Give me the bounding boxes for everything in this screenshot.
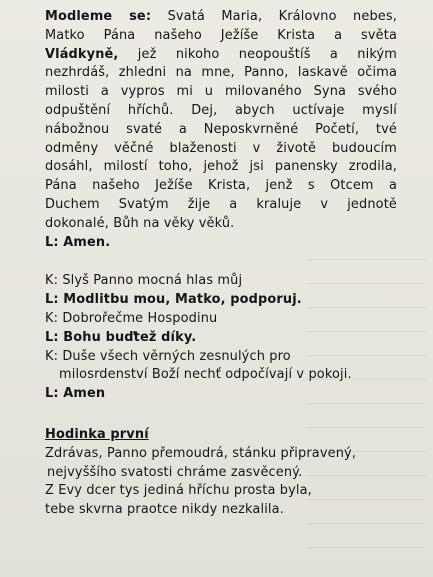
prayer-line-10: Pána našeho Ježíše Krista, jenž s Otcem a [45,178,397,194]
litany-call-2: K: Dobrořečme Hospodinu [45,310,218,326]
section-heading: Hodinka první [45,426,149,442]
prayer-line-9: dosáhl, milostí toho, jehož jsi panensky zrodila, [45,159,397,175]
prayer-line-4: nezhrdáš, zhledni na mne, Panno, laskavě očima [45,65,397,81]
hymn-line-1: Zdrávas, Panno přemoudrá, stánku připravený, [45,445,357,461]
litany-call-1: K: Slyš Panno mocná hlas můj [45,273,243,289]
hymn-line-2: nejvyššího svatosti chráme zasvěcený. [47,464,303,480]
prayer-line-3: Vládkyně, jež nikoho neopouštíš a nikým [45,46,397,62]
prayer-line-8: odměny věčné blaženosti v životě budoucím [45,140,397,156]
prayer-response: L: Amen. [45,234,111,250]
litany-response-1: L: Modlitbu mou, Matko, podporuj. [45,292,302,308]
litany-response-2: L: Bohu buďtež díky. [45,329,197,345]
page-text [45,8,397,520]
hymn-line-3: Z Evy dcer tys jediná hříchu prosta byla, [45,483,312,499]
litany-call-3-cont: milosrdenství Boží nechť odpočívají v pokoji. [59,367,352,383]
prayer-line-11: Duchem Svatým žije a kraluje v jednotě [45,196,397,212]
prayer-line-5: milosti a vypros mi u milovaného Syna svého [45,84,397,100]
prayer-line-6: odpuštění hříchů. Dej, abych uctívaje myslí [45,102,397,118]
hymn-line-4: tebe skvrna praotce nikdy nezkalila. [45,502,284,518]
prayer-line-12: dokonalé, Bůh na věky věků. [45,215,235,231]
prayer-line-7: nábožnou svaté a Neposkvrněné Početí, tvé [45,121,397,137]
litany-call-3: K: Duše všech věrných zesnulých pro [45,348,291,364]
litany-response-3: L: Amen [45,386,106,402]
prayer-line-1: Modleme se: Svatá Maria, Královno nebes, [45,9,397,24]
prayer-line-2: Matko Pána našeho Ježíše Krista a světa [45,27,397,43]
prayer-intro: Modleme se: [45,9,152,24]
